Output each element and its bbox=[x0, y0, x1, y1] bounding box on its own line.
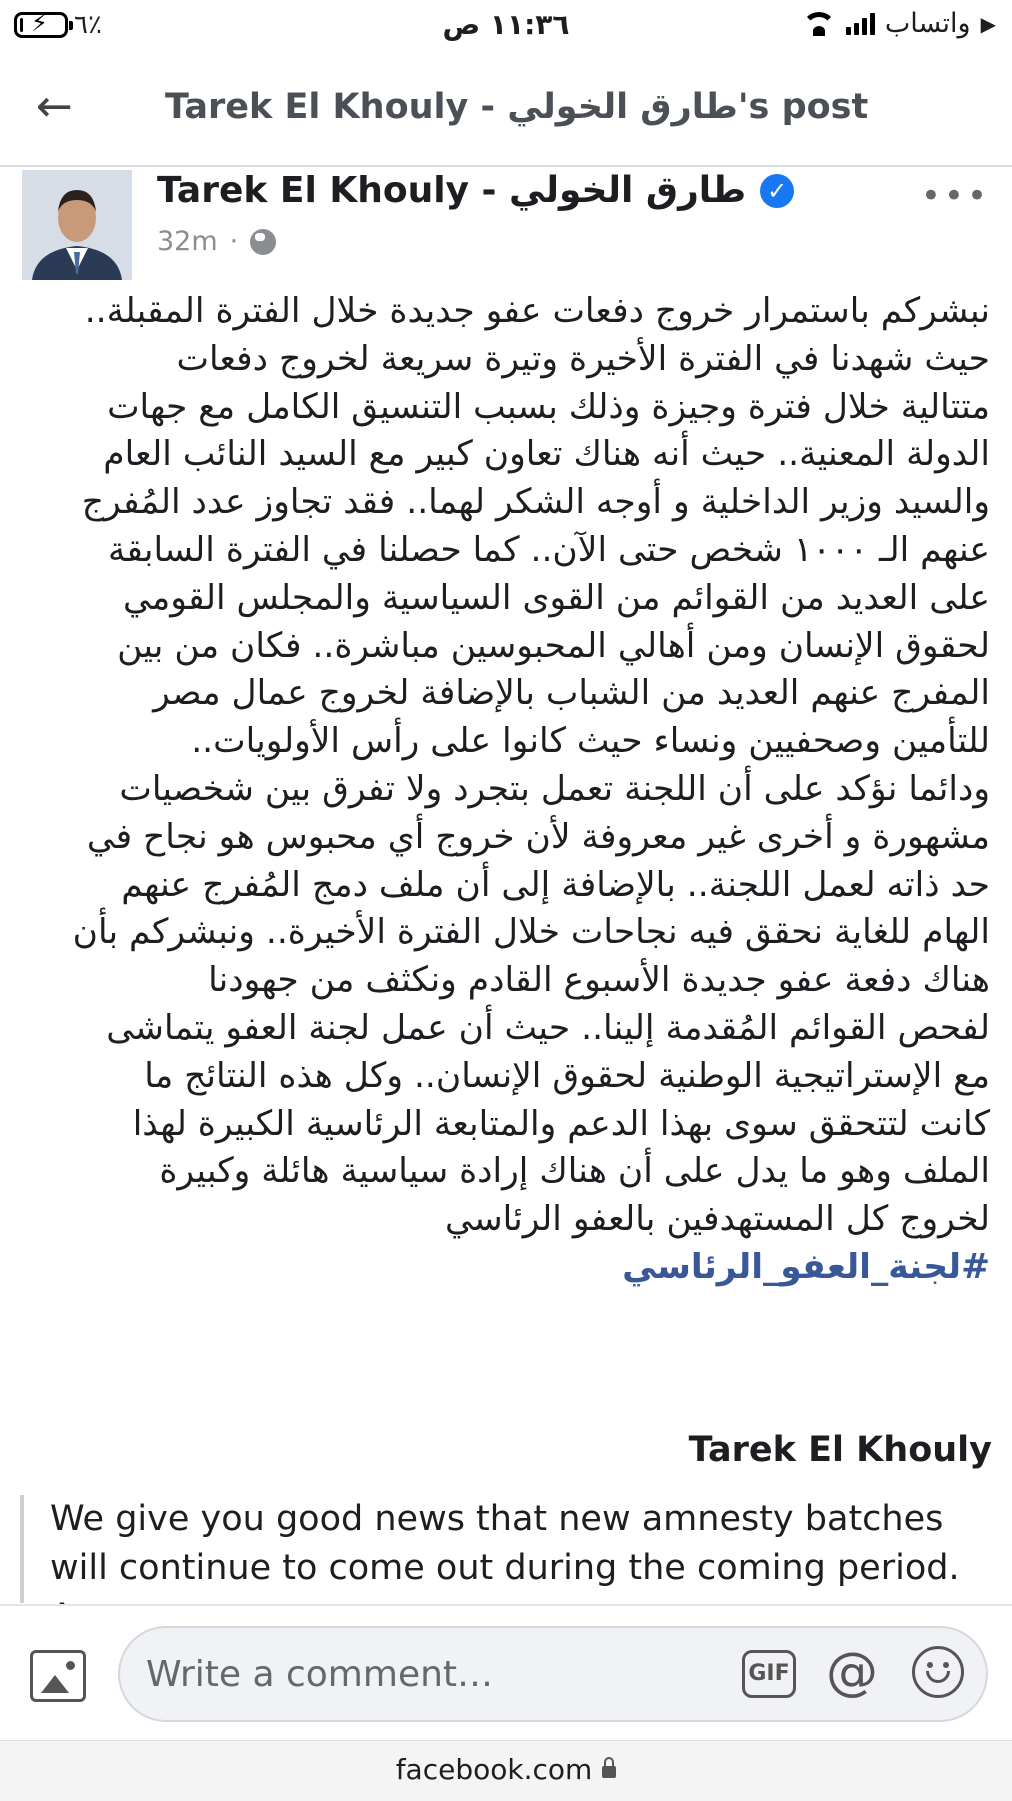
url-bar[interactable] bbox=[0, 1740, 1012, 1801]
post-body-text: نبشركم باستمرار خروج دفعات عفو جديدة خلال الفترة المقبلة.. حيث شهدنا في الفترة الأخيرة وتيرة سريعة لخروج دفعات متتالية خلال فترة وجيزة وذلك بسبب التنسيق الكامل مع جهات الدولة المعنية.. حيث أنه هناك تعاون كبير مع السيد النائب العام والسيد وزير الداخلية و أوجه الشكر لهما.. فقد تجاوز عدد المُفرج عنهم الـ ١٠٠٠ شخص حتى الآن.. كما حصلنا في الفترة السابقة على العديد من القوائم من القوى السياسية والمجلس القومي لحقوق الإنسان ومن أهالي المحبوسين مباشرة.. فكان من بين المفرج عنهم العديد من الشباب بالإضافة لخروج عمال مصر للتأمين وصحفيين ونساء حيث كانوا على رأس الأولويات.. ودائما نؤكد على أن اللجنة تعمل بتجرد ولا تفرق بين شخصيات مشهورة و أخرى غير معروفة لأن خروج أي محبوس هو نجاح في حد ذاته لعمل اللجنة.. بالإضافة إلى أن ملف دمج المُفرج عنهم الهام للغاية نحقق فيه نجاحات خلال الفترة الأخيرة.. ونبشركم بأن هناك دفعة عفو جديدة الأسبوع القادم ونكثف من جهودنا لفحص القوائم المُقدمة إلينا.. حيث أن عمل لجنة العفو يتماشى مع الإستراتيجية الوطنية لحقوق الإنسان.. وكل هذه النتائج ما كانت لتتحقق سوى بهذا الدعم والمتابعة الرئاسية الكبيرة لهذا الملف وهو ما يدل على أن هناك إرادة سياسية هائلة وكبيرة لخروج كل المستهدفين بالعفو الرئاسي bbox=[72, 291, 990, 1240]
signal-icon bbox=[846, 13, 875, 35]
url-domain: facebook.com bbox=[395, 1753, 593, 1786]
carrier-label: واتساب bbox=[884, 8, 971, 39]
comment-input[interactable] bbox=[118, 1626, 988, 1722]
status-bar bbox=[0, 0, 1012, 52]
post-author[interactable] bbox=[157, 170, 794, 211]
post-hashtag[interactable]: #لجنة_العفو_الرئاسي bbox=[622, 1246, 990, 1287]
post-meta bbox=[157, 226, 276, 257]
comment-placeholder: Write a comment… bbox=[146, 1654, 494, 1695]
post-header bbox=[0, 168, 1012, 278]
photo-icon[interactable] bbox=[30, 1650, 86, 1702]
status-time: ١١:٣٦ ص bbox=[442, 8, 570, 41]
page-header bbox=[0, 55, 1012, 167]
globe-icon bbox=[250, 229, 276, 255]
battery-percent: ٦٪ bbox=[74, 10, 102, 40]
post-time[interactable]: 32m bbox=[157, 226, 218, 257]
lock-icon bbox=[602, 1766, 616, 1778]
back-arrow-icon[interactable]: ← bbox=[36, 81, 73, 132]
mention-button[interactable]: @ bbox=[826, 1642, 878, 1702]
avatar[interactable] bbox=[22, 170, 132, 280]
play-icon: ▶ bbox=[980, 11, 996, 36]
meta-separator: · bbox=[229, 226, 239, 257]
page-title: Tarek El Khouly - طارق الخولي's post bbox=[165, 87, 869, 127]
avatar-image bbox=[22, 170, 132, 280]
wifi-icon bbox=[802, 12, 836, 36]
author-name-text: Tarek El Khouly - طارق الخولي bbox=[157, 170, 747, 211]
gif-button[interactable]: GIF bbox=[742, 1650, 796, 1698]
post-body bbox=[32, 288, 990, 1292]
comment-bar bbox=[0, 1604, 1012, 1742]
carrier-group bbox=[802, 8, 996, 39]
verified-badge-icon: ✓ bbox=[760, 174, 794, 208]
more-dots-icon[interactable]: ••• bbox=[920, 176, 990, 216]
translation-block bbox=[20, 1495, 994, 1603]
emoji-icon[interactable] bbox=[912, 1646, 964, 1698]
translation-text: We give you good news that new amnesty batches will continue to come out during the coming period. bbox=[50, 1499, 960, 1588]
translation-author: Tarek El Khouly bbox=[688, 1430, 992, 1470]
battery-charging-icon: ⚡ bbox=[14, 12, 68, 38]
